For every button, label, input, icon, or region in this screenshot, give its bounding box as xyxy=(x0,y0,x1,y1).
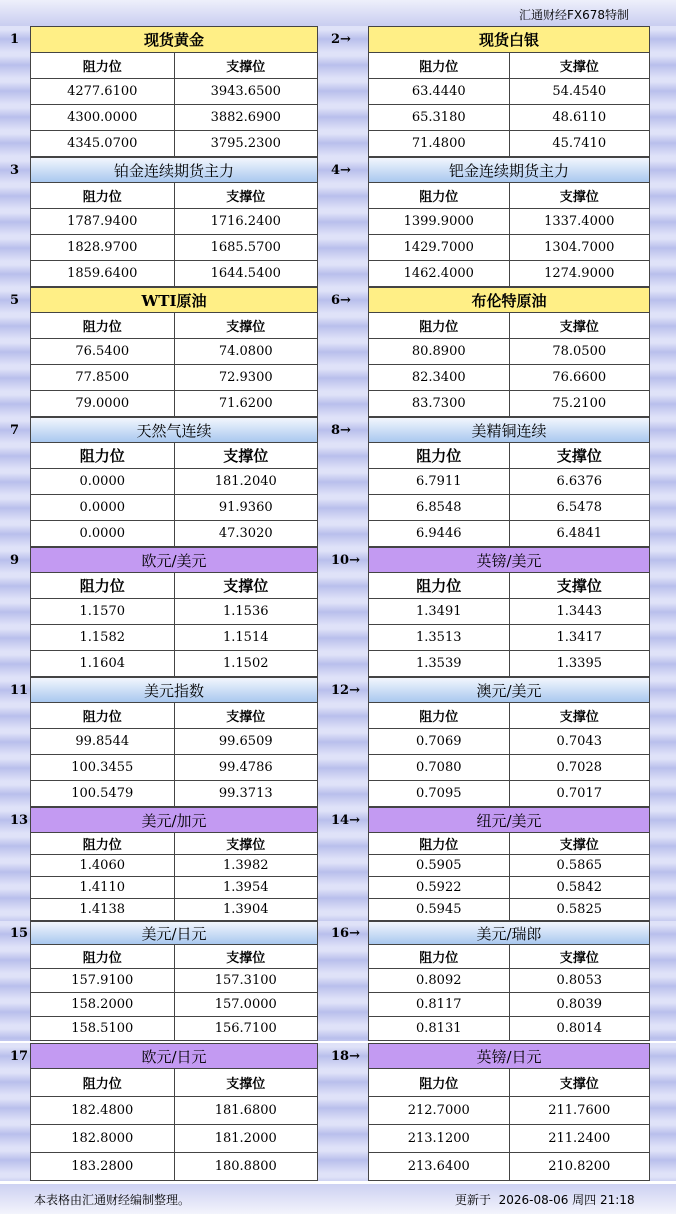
resistance-header: 阻力位 xyxy=(419,320,459,335)
table-row xyxy=(369,261,649,287)
support-value: 6.6376 xyxy=(509,469,650,494)
resistance-header: 阻力位 xyxy=(79,447,125,465)
support-value: 0.7043 xyxy=(509,729,650,754)
instrument-panel xyxy=(368,157,650,287)
table-row xyxy=(31,1153,317,1181)
support-header: 支撑位 xyxy=(174,443,318,468)
side-strip xyxy=(648,417,676,547)
resistance-header: 阻力位 xyxy=(419,1077,459,1092)
support-value: 1.3395 xyxy=(509,651,650,676)
table-row xyxy=(31,79,317,105)
support-value: 157.3100 xyxy=(174,969,318,992)
column-header-row xyxy=(369,573,649,599)
resistance-value: 158.2000 xyxy=(71,997,134,1012)
resistance-value: 1.3491 xyxy=(416,604,462,619)
resistance-value: 1859.6400 xyxy=(67,266,138,281)
quote-block xyxy=(0,157,676,287)
instrument-panel xyxy=(30,26,318,157)
instrument-title: 欧元/美元 xyxy=(31,547,317,573)
instrument-title: 美元/瑞郎 xyxy=(369,921,649,945)
table-row xyxy=(369,729,649,755)
column-header-row xyxy=(31,703,317,729)
item-number: 10→ xyxy=(331,553,360,568)
instrument-panel xyxy=(368,807,650,921)
table-row xyxy=(369,969,649,993)
support-value: 1304.7000 xyxy=(509,235,650,260)
table-row xyxy=(369,495,649,521)
column-header-row xyxy=(369,53,649,79)
item-number: 8→ xyxy=(331,423,351,438)
column-header-row xyxy=(369,183,649,209)
quote-block xyxy=(0,547,676,677)
support-header: 支撑位 xyxy=(174,53,318,78)
instrument-panel xyxy=(30,417,318,547)
resistance-value: 213.1200 xyxy=(407,1131,470,1146)
support-value: 1716.2400 xyxy=(174,209,318,234)
resistance-header: 阻力位 xyxy=(82,1077,122,1092)
table-row xyxy=(369,625,649,651)
support-header: 支撑位 xyxy=(509,313,650,338)
support-value: 1.3417 xyxy=(509,625,650,650)
instrument-title: 纽元/美元 xyxy=(369,807,649,833)
resistance-value: 80.8900 xyxy=(411,344,466,359)
resistance-value: 1.4110 xyxy=(79,880,125,895)
instrument-panel xyxy=(30,157,318,287)
quote-block xyxy=(0,26,676,157)
support-value: 156.7100 xyxy=(174,1017,318,1040)
table-row xyxy=(369,521,649,547)
resistance-value: 1462.4000 xyxy=(403,266,474,281)
table-row xyxy=(369,339,649,365)
side-strip xyxy=(648,26,676,157)
instrument-title: 钯金连续期货主力 xyxy=(369,157,649,183)
table-row xyxy=(369,235,649,261)
support-value: 1.3904 xyxy=(174,899,318,920)
instrument-title: 美元/加元 xyxy=(31,807,317,833)
instrument-title: WTI原油 xyxy=(31,287,317,313)
table-row xyxy=(31,599,317,625)
quote-block xyxy=(0,807,676,921)
support-value: 1.3443 xyxy=(509,599,650,624)
support-value: 211.7600 xyxy=(509,1097,650,1124)
resistance-header: 阻力位 xyxy=(416,447,462,465)
table-row xyxy=(31,339,317,365)
support-value: 1274.9000 xyxy=(509,261,650,286)
column-header-row xyxy=(369,945,649,969)
support-header: 支撑位 xyxy=(174,833,318,854)
resistance-value: 4345.0700 xyxy=(67,136,138,151)
support-value: 0.8014 xyxy=(509,1017,650,1040)
item-number: 9 xyxy=(10,553,20,568)
item-number: 5 xyxy=(10,293,20,308)
instrument-panel xyxy=(30,921,318,1041)
table-row xyxy=(31,625,317,651)
resistance-value: 83.7300 xyxy=(411,396,466,411)
item-number: 2→ xyxy=(331,32,351,47)
support-value: 76.6600 xyxy=(509,365,650,390)
resistance-value: 158.5100 xyxy=(71,1021,134,1036)
table-row xyxy=(369,209,649,235)
resistance-value: 182.8000 xyxy=(71,1131,134,1146)
support-value: 0.8053 xyxy=(509,969,650,992)
item-number: 4→ xyxy=(331,163,351,178)
resistance-value: 1.4138 xyxy=(79,902,125,917)
item-number: 7 xyxy=(10,423,20,438)
support-header: 支撑位 xyxy=(509,573,650,598)
resistance-value: 100.5479 xyxy=(71,786,134,801)
resistance-value: 1429.7000 xyxy=(403,240,474,255)
quote-block xyxy=(0,921,676,1041)
column-header-row xyxy=(31,313,317,339)
resistance-value: 157.9100 xyxy=(71,973,134,988)
table-row xyxy=(31,521,317,547)
support-value: 99.6509 xyxy=(174,729,318,754)
column-header-row xyxy=(31,1069,317,1097)
column-header-row xyxy=(31,573,317,599)
column-header-row xyxy=(369,443,649,469)
resistance-header: 阻力位 xyxy=(82,951,122,966)
support-value: 181.6800 xyxy=(174,1097,318,1124)
support-value: 48.6110 xyxy=(509,105,650,130)
support-value: 71.6200 xyxy=(174,391,318,416)
support-value: 74.0800 xyxy=(174,339,318,364)
support-value: 3882.6900 xyxy=(174,105,318,130)
side-strip xyxy=(648,547,676,677)
instrument-title: 英镑/日元 xyxy=(369,1043,649,1069)
side-strip xyxy=(648,921,676,1041)
column-header-row xyxy=(369,833,649,855)
resistance-header: 阻力位 xyxy=(419,710,459,725)
resistance-value: 1.1582 xyxy=(79,630,125,645)
resistance-header: 阻力位 xyxy=(82,320,122,335)
resistance-value: 0.7080 xyxy=(416,760,462,775)
support-value: 181.2000 xyxy=(174,1125,318,1152)
table-row xyxy=(31,495,317,521)
instrument-panel xyxy=(368,26,650,157)
instrument-panel xyxy=(30,547,318,677)
item-number: 3 xyxy=(10,163,20,178)
table-row xyxy=(369,755,649,781)
side-strip xyxy=(648,157,676,287)
support-header: 支撑位 xyxy=(509,833,650,854)
resistance-value: 183.2800 xyxy=(71,1159,134,1174)
support-value: 6.4841 xyxy=(509,521,650,546)
support-value: 1.1502 xyxy=(174,651,318,676)
instrument-title: 澳元/美元 xyxy=(369,677,649,703)
resistance-header: 阻力位 xyxy=(419,951,459,966)
support-header: 支撑位 xyxy=(174,703,318,728)
column-header-row xyxy=(31,833,317,855)
table-row xyxy=(31,261,317,287)
side-strip xyxy=(648,1043,676,1181)
support-value: 99.3713 xyxy=(174,781,318,806)
quote-block xyxy=(0,417,676,547)
instrument-panel xyxy=(30,1043,318,1181)
resistance-header: 阻力位 xyxy=(419,838,459,853)
resistance-value: 63.4440 xyxy=(411,84,466,99)
table-row xyxy=(31,969,317,993)
resistance-header: 阻力位 xyxy=(82,838,122,853)
column-header-row xyxy=(369,313,649,339)
footer xyxy=(0,1184,676,1214)
support-value: 1.3982 xyxy=(174,855,318,876)
table-row xyxy=(369,1017,649,1041)
support-header: 支撑位 xyxy=(509,703,650,728)
resistance-value: 0.8092 xyxy=(416,973,462,988)
item-number: 14→ xyxy=(331,813,360,828)
table-row xyxy=(31,469,317,495)
quote-block xyxy=(0,677,676,807)
resistance-value: 0.0000 xyxy=(79,474,125,489)
resistance-value: 1.3513 xyxy=(416,630,462,645)
support-value: 0.7028 xyxy=(509,755,650,780)
column-header-row xyxy=(369,703,649,729)
instrument-title: 现货黄金 xyxy=(31,26,317,53)
instrument-panel xyxy=(368,677,650,807)
table-row xyxy=(31,781,317,807)
resistance-header: 阻力位 xyxy=(82,190,122,205)
instrument-panel xyxy=(368,287,650,417)
table-row xyxy=(31,877,317,899)
resistance-value: 82.3400 xyxy=(411,370,466,385)
resistance-value: 6.9446 xyxy=(416,526,462,541)
column-header-row xyxy=(31,183,317,209)
item-number: 6→ xyxy=(331,293,351,308)
resistance-header: 阻力位 xyxy=(419,60,459,75)
table-row xyxy=(369,993,649,1017)
resistance-value: 1.3539 xyxy=(416,656,462,671)
resistance-value: 79.0000 xyxy=(75,396,130,411)
support-value: 99.4786 xyxy=(174,755,318,780)
resistance-header: 阻力位 xyxy=(79,577,125,595)
item-number: 12→ xyxy=(331,683,360,698)
table-row xyxy=(369,391,649,417)
table-row xyxy=(31,1017,317,1041)
table-row xyxy=(31,993,317,1017)
table-row xyxy=(31,729,317,755)
item-number: 1 xyxy=(10,32,20,47)
support-value: 78.0500 xyxy=(509,339,650,364)
resistance-value: 182.4800 xyxy=(71,1103,134,1118)
resistance-header: 阻力位 xyxy=(416,577,462,595)
table-row xyxy=(31,105,317,131)
table-row xyxy=(369,651,649,677)
resistance-value: 0.5922 xyxy=(416,880,462,895)
instrument-title: 美元指数 xyxy=(31,677,317,703)
resistance-value: 1787.9400 xyxy=(67,214,138,229)
table-row xyxy=(369,599,649,625)
table-row xyxy=(369,1097,649,1125)
table-row xyxy=(31,365,317,391)
support-header: 支撑位 xyxy=(509,183,650,208)
instrument-panel xyxy=(368,417,650,547)
support-header: 支撑位 xyxy=(509,53,650,78)
resistance-value: 77.8500 xyxy=(75,370,130,385)
table-row xyxy=(369,105,649,131)
resistance-value: 0.8131 xyxy=(416,1021,462,1036)
support-value: 3943.6500 xyxy=(174,79,318,104)
support-header: 支撑位 xyxy=(174,1069,318,1096)
resistance-value: 0.5945 xyxy=(416,902,462,917)
item-number: 17 xyxy=(10,1049,29,1064)
support-header: 支撑位 xyxy=(174,313,318,338)
resistance-value: 1.1570 xyxy=(79,604,125,619)
table-row xyxy=(369,131,649,157)
brand-label: 汇通财经FX678特制 xyxy=(518,8,629,22)
support-header: 支撑位 xyxy=(509,945,650,968)
instrument-title: 铂金连续期货主力 xyxy=(31,157,317,183)
item-number: 18→ xyxy=(331,1049,360,1064)
resistance-value: 212.7000 xyxy=(407,1103,470,1118)
resistance-header: 阻力位 xyxy=(82,710,122,725)
table-row xyxy=(31,209,317,235)
side-strip xyxy=(648,677,676,807)
resistance-header: 阻力位 xyxy=(82,60,122,75)
instrument-panel xyxy=(368,921,650,1041)
resistance-value: 1399.9000 xyxy=(403,214,474,229)
support-value: 181.2040 xyxy=(174,469,318,494)
support-value: 1.1514 xyxy=(174,625,318,650)
resistance-value: 0.5905 xyxy=(416,858,462,873)
table-row xyxy=(31,1097,317,1125)
resistance-value: 1.4060 xyxy=(79,858,125,873)
resistance-value: 6.8548 xyxy=(416,500,462,515)
resistance-value: 4300.0000 xyxy=(67,110,138,125)
resistance-value: 6.7911 xyxy=(416,474,462,489)
support-value: 0.5842 xyxy=(509,877,650,898)
instrument-panel xyxy=(368,1043,650,1181)
column-header-row xyxy=(369,1069,649,1097)
item-number: 11 xyxy=(10,683,29,698)
resistance-value: 0.7069 xyxy=(416,734,462,749)
support-value: 72.9300 xyxy=(174,365,318,390)
instrument-title: 美元/日元 xyxy=(31,921,317,945)
support-value: 0.5865 xyxy=(509,855,650,876)
support-value: 0.8039 xyxy=(509,993,650,1016)
support-value: 157.0000 xyxy=(174,993,318,1016)
table-row xyxy=(369,79,649,105)
column-header-row xyxy=(31,53,317,79)
support-value: 91.9360 xyxy=(174,495,318,520)
support-value: 1.3954 xyxy=(174,877,318,898)
support-value: 6.5478 xyxy=(509,495,650,520)
support-header: 支撑位 xyxy=(509,443,650,468)
support-value: 0.5825 xyxy=(509,899,650,920)
table-row xyxy=(31,755,317,781)
instrument-panel xyxy=(368,547,650,677)
instrument-title: 现货白银 xyxy=(369,26,649,53)
resistance-value: 0.7095 xyxy=(416,786,462,801)
table-row xyxy=(31,855,317,877)
table-row xyxy=(369,1125,649,1153)
instrument-panel xyxy=(30,807,318,921)
resistance-value: 1828.9700 xyxy=(67,240,138,255)
support-value: 1.1536 xyxy=(174,599,318,624)
side-strip xyxy=(648,287,676,417)
instrument-title: 布伦特原油 xyxy=(369,287,649,313)
support-header: 支撑位 xyxy=(174,183,318,208)
side-strip xyxy=(648,807,676,921)
instrument-title: 欧元/日元 xyxy=(31,1043,317,1069)
column-header-row xyxy=(31,945,317,969)
table-row xyxy=(31,235,317,261)
instrument-title: 美精铜连续 xyxy=(369,417,649,443)
support-value: 3795.2300 xyxy=(174,131,318,156)
table-row xyxy=(369,877,649,899)
resistance-value: 0.0000 xyxy=(79,526,125,541)
table-row xyxy=(31,1125,317,1153)
table-row xyxy=(369,365,649,391)
resistance-value: 65.3180 xyxy=(411,110,466,125)
support-value: 75.2100 xyxy=(509,391,650,416)
resistance-value: 0.8117 xyxy=(416,997,462,1012)
quote-block xyxy=(0,1043,676,1181)
support-value: 54.4540 xyxy=(509,79,650,104)
resistance-value: 4277.6100 xyxy=(67,84,138,99)
instrument-title: 天然气连续 xyxy=(31,417,317,443)
resistance-value: 76.5400 xyxy=(75,344,130,359)
support-value: 210.8200 xyxy=(509,1153,650,1180)
instrument-panel xyxy=(30,287,318,417)
resistance-value: 71.4800 xyxy=(411,136,466,151)
instrument-title: 英镑/美元 xyxy=(369,547,649,573)
support-value: 1685.5700 xyxy=(174,235,318,260)
resistance-value: 99.8544 xyxy=(75,734,130,749)
support-value: 45.7410 xyxy=(509,131,650,156)
support-value: 180.8800 xyxy=(174,1153,318,1180)
item-number: 16→ xyxy=(331,926,360,941)
resistance-value: 100.3455 xyxy=(71,760,134,775)
quote-block xyxy=(0,287,676,417)
table-row xyxy=(31,391,317,417)
table-row xyxy=(369,469,649,495)
table-row xyxy=(31,651,317,677)
support-value: 211.2400 xyxy=(509,1125,650,1152)
top-bar xyxy=(0,0,676,26)
item-number: 15 xyxy=(10,926,29,941)
support-header: 支撑位 xyxy=(174,945,318,968)
resistance-header: 阻力位 xyxy=(419,190,459,205)
support-value: 0.7017 xyxy=(509,781,650,806)
support-value: 1337.4000 xyxy=(509,209,650,234)
update-time: 更新于 2026-08-06 周四 21:18 xyxy=(455,1193,635,1207)
support-value: 1644.5400 xyxy=(174,261,318,286)
table-row xyxy=(369,855,649,877)
table-row xyxy=(369,781,649,807)
table-row xyxy=(31,131,317,157)
item-number: 13 xyxy=(10,813,29,828)
support-value: 47.3020 xyxy=(174,521,318,546)
footer-note: 本表格由汇通财经编制整理。 xyxy=(34,1193,191,1207)
support-header: 支撑位 xyxy=(509,1069,650,1096)
table-row xyxy=(31,899,317,921)
column-header-row xyxy=(31,443,317,469)
support-header: 支撑位 xyxy=(174,573,318,598)
instrument-panel xyxy=(30,677,318,807)
resistance-value: 0.0000 xyxy=(79,500,125,515)
resistance-value: 213.6400 xyxy=(407,1159,470,1174)
resistance-value: 1.1604 xyxy=(79,656,125,671)
table-row xyxy=(369,899,649,921)
table-row xyxy=(369,1153,649,1181)
